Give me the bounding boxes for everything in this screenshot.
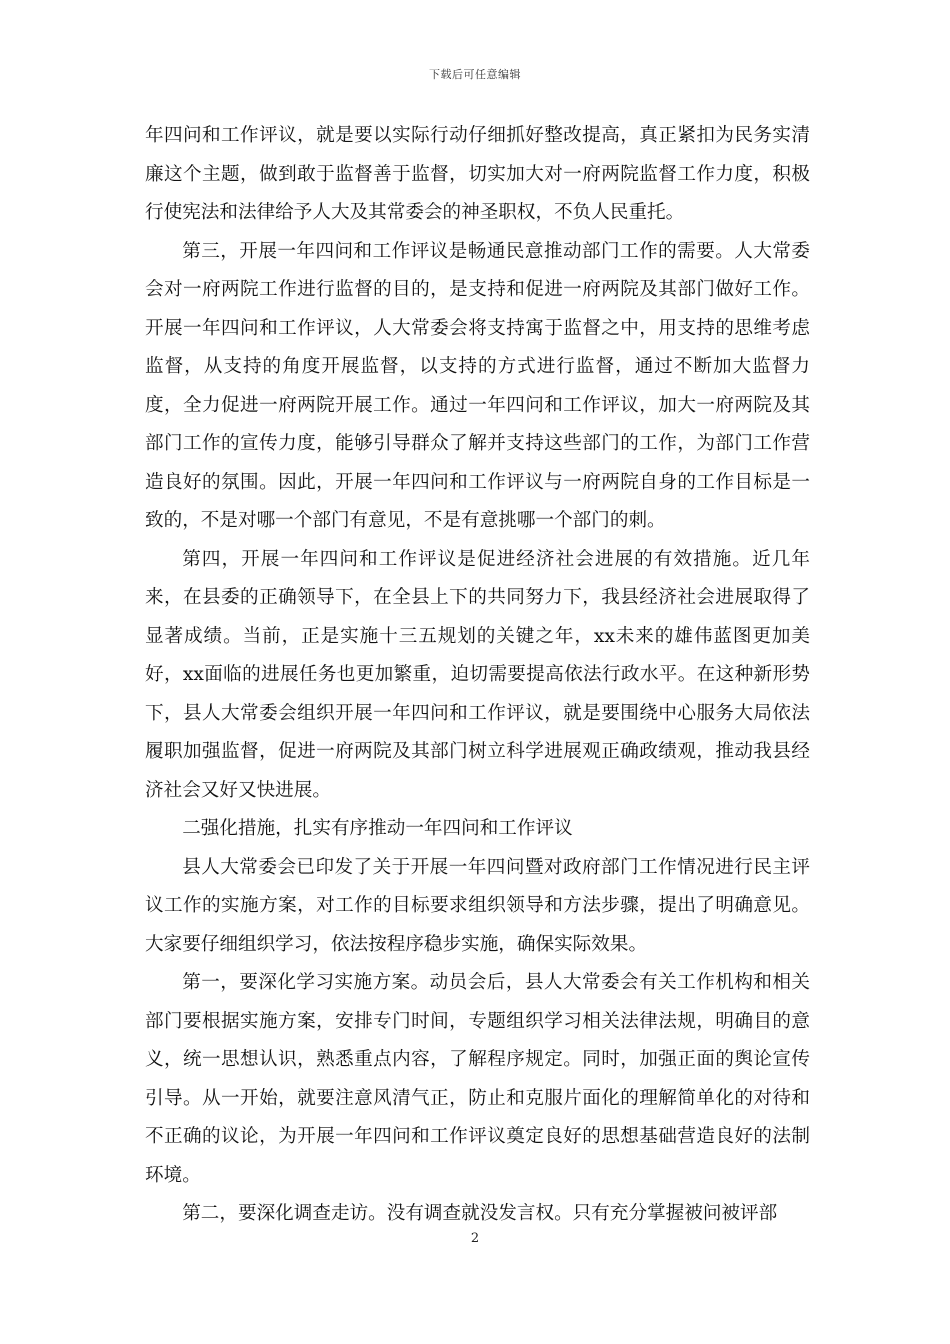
document-body xyxy=(145,117,810,1234)
paragraph-1: 年四问和工作评议，就是要以实际行动仔细抓好整改提高，真正紧扣为民务实清廉这个主题，做到敢于监督善于监督，切实加大对一府两院监督工作力度，积极行使宪法和法律给予人大及其常委会的神圣职权，不负人民重托。 xyxy=(145,125,810,223)
section-heading: 二强化措施，扎实有序推动一年四问和工作评议 xyxy=(182,818,573,839)
paragraph-4: 县人大常委会已印发了关于开展一年四问暨对政府部门工作情况进行民主评议工作的实施方案，对工作的目标要求组织领导和方法步骤，提出了明确意见。大家要仔细组织学习，依法按程序稳步实施，确保实际效果。 xyxy=(145,856,810,955)
paragraph-5: 第一，要深化学习实施方案。动员会后，县人大常委会有关工作机构和相关部门要根据实施方案，安排专门时间，专题组织学习相关法律法规，明确目的意义，统一思想认识，熟悉重点内容，了解程序规定。同时，加强正面的舆论宣传引导。从一开始，就要注意风清气正，防止和克服片面化的理解简单化的对待和不正确的议论，为开展一年四问和工作评议奠定良好的思想基础营造良好的法制环境。 xyxy=(145,972,810,1186)
paragraph-3: 第四，开展一年四问和工作评议是促进经济社会进展的有效措施。近几年来，在县委的正确领导下，在全县上下的共同努力下，我县经济社会进展取得了显著成绩。当前，正是实施十三五规划的关键之年，xx未来的雄伟蓝图更加美好，xx面临的进展任务也更加繁重，迫切需要提高依法行政水平。在这种新形势下，县人大常委会组织开展一年四问和工作评议，就是要围绕中心服务大局依法履职加强监督，促进一府两院及其部门树立科学进展观正确政绩观，推动我县经济社会又好又快进展。 xyxy=(145,548,810,801)
page-header-note: 下载后可任意编辑 xyxy=(429,68,521,81)
paragraph-2: 第三，开展一年四问和工作评议是畅通民意推动部门工作的需要。人大常委会对一府两院工作进行监督的目的，是支持和促进一府两院及其部门做好工作。开展一年四问和工作评议，人大常委会将支持寓于监督之中，用支持的思维考虑监督，从支持的角度开展监督，以支持的方式进行监督，通过不断加大监督力度，全力促进一府两院开展工作。通过一年四问和工作评议，加大一府两院及其部门工作的宣传力度，能够引导群众了解并支持这些部门的工作，为部门工作营造良好的氛围。因此，开展一年四问和工作评议与一府两院自身的工作目标是一致的，不是对哪一个部门有意见，不是有意挑哪一个部门的刺。 xyxy=(145,240,810,531)
page-number: 2 xyxy=(470,1231,480,1246)
paragraph-6: 第二，要深化调查走访。没有调查就没发言权。只有充分掌握被问被评部 xyxy=(182,1203,778,1224)
